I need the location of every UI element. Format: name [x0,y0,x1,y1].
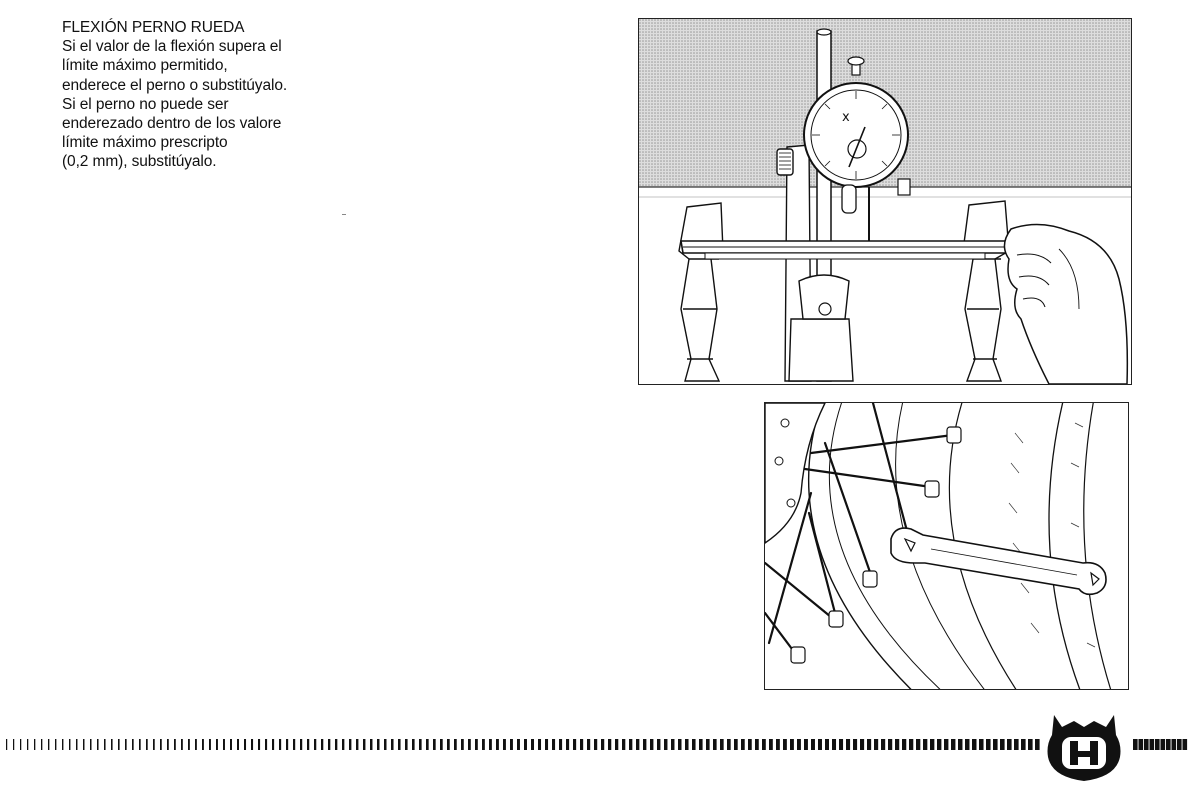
strip-tick [181,739,183,750]
strip-tick [1139,739,1144,750]
strip-tick [356,739,358,750]
strip-tick [426,739,429,750]
strip-tick [314,739,316,750]
strip-tick [251,739,253,750]
strip-tick [923,739,927,750]
svg-text:x: x [842,110,850,125]
strip-tick [328,739,330,750]
strip-tick [769,739,773,750]
instruction-line: enderece el perno o substitúyalo. [62,76,288,94]
strip-tick [720,739,724,750]
strip-tick [818,739,822,750]
strip-tick [62,739,63,750]
strip-tick [916,739,920,750]
print-speck [342,214,346,215]
strip-tick [1166,739,1171,750]
strip-tick [307,739,309,750]
strip-tick [489,739,492,750]
strip-tick [839,739,843,750]
strip-tick [622,739,625,750]
strip-tick [377,739,379,750]
instruction-line: (0,2 mm), substitúyalo. [62,153,217,171]
strip-tick [783,739,787,750]
strip-tick [335,739,337,750]
spoke-wrench-wheel-illustration [765,403,1128,689]
strip-tick [265,739,267,750]
strip-tick [748,739,752,750]
strip-tick [734,739,738,750]
strip-tick [958,739,962,750]
strip-tick [979,739,984,750]
strip-tick [48,739,49,750]
strip-tick [384,739,387,750]
strip-tick [440,739,443,750]
strip-tick [727,739,731,750]
strip-tick [657,739,660,750]
strip-tick [349,739,351,750]
strip-tick [993,739,998,750]
instruction-line: límite máximo prescripto [62,134,228,152]
strip-tick [90,739,92,750]
strip-tick [461,739,464,750]
strip-tick [566,739,569,750]
strip-tick [811,739,815,750]
strip-tick [1035,739,1040,750]
strip-tick [391,739,394,750]
strip-tick [573,739,576,750]
strip-tick [83,739,84,750]
strip-tick [1021,739,1026,750]
strip-tick [104,739,106,750]
strip-tick [293,739,295,750]
strip-tick [118,739,120,750]
strip-tick [713,739,717,750]
strip-tick [510,739,513,750]
strip-tick [286,739,288,750]
strip-tick [692,739,696,750]
strip-tick [27,739,28,750]
strip-tick [69,739,70,750]
strip-tick [447,739,450,750]
strip-tick [321,739,323,750]
strip-tick [342,739,344,750]
strip-tick [146,739,148,750]
strip-tick [174,739,176,750]
strip-tick [629,739,632,750]
strip-tick [6,739,7,750]
strip-tick [475,739,478,750]
strip-tick [209,739,211,750]
strip-tick [762,739,766,750]
strip-tick [188,739,190,750]
strip-tick [279,739,281,750]
strip-tick [34,739,35,750]
strip-tick [167,739,169,750]
strip-tick [237,739,239,750]
strip-tick [111,739,113,750]
strip-tick [1150,739,1155,750]
strip-tick [230,739,232,750]
strip-tick [1007,739,1012,750]
strip-tick [1161,739,1166,750]
spoke-wrench-figure [764,402,1129,690]
tick-strip [0,738,1189,752]
strip-tick [482,739,485,750]
strip-tick [678,739,682,750]
strip-tick [1144,739,1149,750]
axle-runout-figure [638,18,1132,385]
strip-tick [643,739,646,750]
strip-tick [867,739,871,750]
strip-tick [454,739,457,750]
strip-tick [125,739,127,750]
instruction-line: Si el valor de la flexión supera el [62,38,282,56]
strip-tick [930,739,934,750]
strip-tick [1183,739,1188,750]
strip-tick [881,739,885,750]
strip-tick [580,739,583,750]
strip-tick [300,739,302,750]
strip-tick [552,739,555,750]
strip-tick [363,739,365,750]
strip-tick [797,739,801,750]
strip-tick [874,739,878,750]
instruction-text [62,18,362,172]
strip-tick [132,739,134,750]
strip-tick [944,739,948,750]
strip-tick [587,739,590,750]
strip-tick [755,739,759,750]
strip-tick [636,739,639,750]
strip-tick [776,739,780,750]
strip-tick [76,739,77,750]
strip-tick [1177,739,1182,750]
strip-tick [258,739,260,750]
strip-tick [1155,739,1160,750]
strip-tick [951,739,955,750]
strip-tick [139,739,141,750]
strip-tick [601,739,604,750]
strip-tick [608,739,611,750]
strip-tick [965,739,969,750]
strip-tick [594,739,597,750]
dial-indicator-axle-illustration [639,19,1131,384]
strip-tick [902,739,906,750]
strip-tick [405,739,408,750]
strip-tick [531,739,534,750]
strip-tick [412,739,415,750]
strip-tick [853,739,857,750]
husqvarna-logo-icon [1044,715,1124,783]
strip-tick [97,739,99,750]
strip-tick [160,739,162,750]
strip-tick [706,739,710,750]
strip-tick [685,739,689,750]
strip-tick [860,739,864,750]
strip-tick [244,739,246,750]
strip-tick [1014,739,1019,750]
strip-tick [545,739,548,750]
strip-tick [832,739,836,750]
strip-tick [538,739,541,750]
strip-tick [699,739,703,750]
strip-tick [223,739,225,750]
strip-tick [398,739,401,750]
strip-tick [517,739,520,750]
strip-tick [615,739,618,750]
strip-tick [986,739,991,750]
strip-tick [1133,739,1138,750]
instruction-line: límite máximo permitido, [62,57,228,75]
strip-tick [1172,739,1177,750]
strip-tick [503,739,506,750]
strip-tick [202,739,204,750]
strip-tick [195,739,197,750]
strip-tick [650,739,653,750]
strip-tick [937,739,941,750]
strip-tick [1028,739,1033,750]
strip-tick [846,739,850,750]
strip-tick [153,739,155,750]
strip-tick [972,739,977,750]
strip-tick [433,739,436,750]
strip-tick [790,739,794,750]
strip-tick [741,739,745,750]
strip-tick [888,739,892,750]
strip-tick [41,739,42,750]
strip-tick [671,739,674,750]
strip-tick [216,739,218,750]
strip-tick [825,739,829,750]
strip-tick [272,739,274,750]
strip-tick [895,739,899,750]
strip-tick [496,739,499,750]
strip-tick [804,739,808,750]
strip-tick [559,739,562,750]
instruction-line: enderezado dentro de los valore [62,115,282,133]
strip-tick [909,739,913,750]
strip-tick [20,739,21,750]
instruction-line: Si el perno no puede ser [62,95,229,113]
strip-tick [664,739,667,750]
strip-tick [524,739,527,750]
strip-tick [55,739,56,750]
section-title: FLEXIÓN PERNO RUEDA [62,19,245,36]
strip-tick [419,739,422,750]
strip-tick [370,739,372,750]
strip-tick [13,739,14,750]
strip-tick [1000,739,1005,750]
strip-tick [468,739,471,750]
